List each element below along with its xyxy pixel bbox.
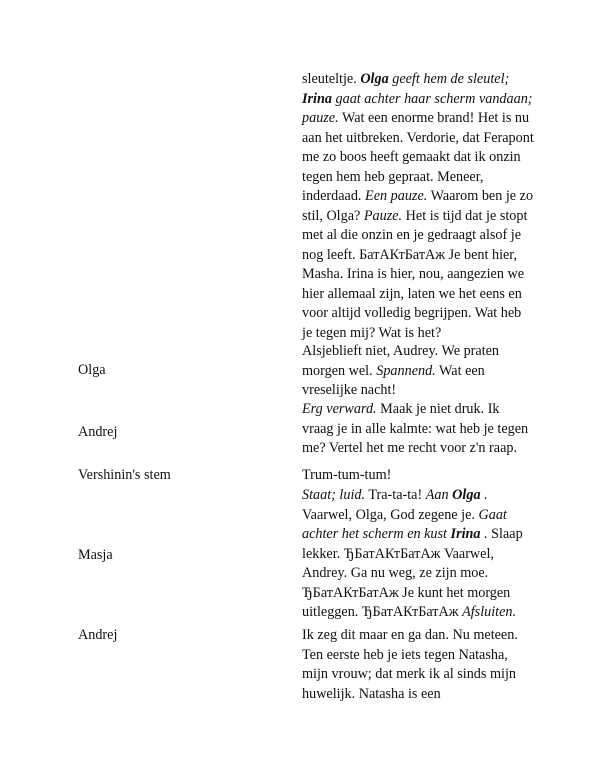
spoken-text: sleuteltje.: [302, 71, 361, 87]
spoken-text: Wat een enorme brand! Het is nu aan het uitbreken. Verdorie, dat Ferapont me zo boos heeft gemaakt dat ik onzin tegen hem heb gepraat. Meneer, inderdaad.: [302, 110, 534, 204]
character-reference: Olga: [360, 71, 389, 87]
speaker-name: Olga: [78, 362, 106, 379]
dialogue-row: [0, 466, 600, 486]
stage-direction: geeft hem de sleutel;: [388, 71, 510, 87]
dialogue-text: [302, 486, 534, 623]
speaker-name: Andrej: [78, 627, 118, 643]
spoken-text: Slaap lekker. ЂБатАКтБатАж Vaarwel, Andrey. Ga nu weg, ze zijn moe. ЂБатАКтБатАж Je kunt het morgen uitleggen. ЂБатАКтБатАж: [302, 526, 523, 620]
speaker-name: Vershinin's stem: [78, 467, 171, 483]
dialogue-text: [302, 626, 534, 704]
dialogue-text: [302, 70, 534, 343]
dialogue-row: [0, 342, 600, 400]
speaker-name: Masja: [78, 547, 113, 564]
dialogue-row: [0, 486, 600, 626]
dialogue-row: [0, 70, 600, 342]
stage-direction: .: [480, 487, 488, 503]
stage-direction: Pauze.: [363, 207, 403, 224]
character-reference: Olga: [452, 487, 481, 503]
spoken-text: Ik zeg dit maar en ga dan. Nu meteen. Ten eerste heb je iets tegen Natasha, mijn vrouw; dat merk ik al sinds mijn huwelijk. Natasha is een: [302, 627, 518, 702]
stage-direction: Staat; luid.: [302, 487, 366, 503]
dialogue-text: [302, 400, 534, 459]
dialogue-text: [302, 466, 534, 486]
spoken-text: Tra-ta-ta!: [365, 487, 426, 503]
stage-direction: Spannend.: [376, 362, 436, 379]
spoken-text: Vaarwel, Olga, God zegene je.: [302, 506, 479, 523]
spoken-text: Het is tijd dat je stopt met al die onzin en je gedraagt alsof je nog leeft. БатАКтБатАж Je bent hier, Masha. Irina is hier, nou, aangezien we hier allemaal zijn, laten we het eens en voor altijd volledig begrijpen. Wat heb je tegen mij? Wat is het?: [302, 207, 528, 341]
stage-direction: Erg verward.: [302, 401, 377, 417]
spoken-text: Alsjeblieft niet, Audrey. We praten morgen wel.: [302, 343, 500, 379]
spoken-text: Wat een vreselijke nacht!: [302, 362, 485, 398]
stage-direction: Gaat achter het scherm en kust: [302, 506, 507, 542]
dialogue-text: [302, 342, 534, 401]
dialogue-row: [0, 626, 600, 706]
spoken-text: Trum-tum-tum!: [302, 467, 392, 483]
spoken-text: Waarom ben je zo stil, Olga?: [302, 188, 534, 224]
stage-direction: Afsluiten.: [462, 604, 517, 620]
character-reference: Irina: [302, 90, 332, 107]
dialogue-row: [0, 400, 600, 466]
stage-direction: .: [480, 526, 488, 542]
character-reference: Irina: [450, 526, 481, 542]
speaker-name: Andrej: [78, 424, 118, 441]
stage-direction: gaat achter haar scherm vandaan; pauze.: [302, 90, 533, 126]
spoken-text: Maak je niet druk. Ik vraag je in alle kalmte: wat heb je tegen me? Vertel het me recht voor z'n raap.: [302, 401, 529, 456]
stage-direction: Aan: [425, 487, 453, 503]
stage-direction: Een pauze.: [365, 188, 428, 204]
